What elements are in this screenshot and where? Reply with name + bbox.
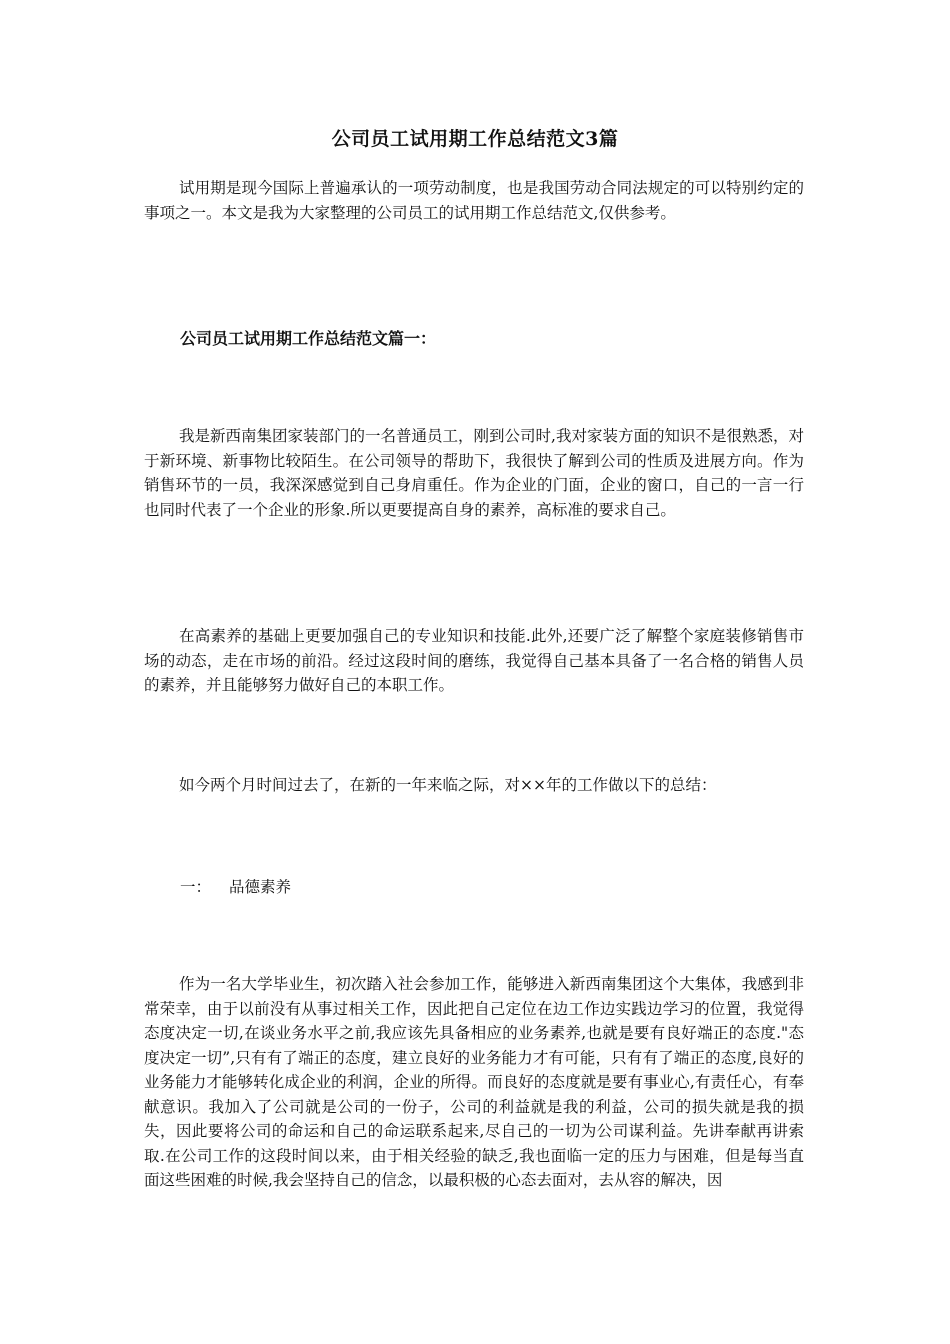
body-paragraph-4: 作为一名大学毕业生，初次踏入社会参加工作，能够进入新西南集团这个大集体，我感到非常荣幸，由于以前没有从事过相关工作，因此把自己定位在边工作边实践边学习的位置，我觉得态度决定一切,在谈业务水平之前,我应该先具备相应的业务素养,也就是要有良好端正的态度."态度决定一切”,只有有了端正的态度，建立良好的业务能力才有可能，只有有了端正的态度,良好的业务能力才能够转化成企业的利润，企业的所得。而良好的态度就是要有事业心,有责任心，有奉献意识。我加入了公司就是公司的一份子，公司的利益就是我的利益，公司的损失就是我的损失，因此要将公司的命运和自己的命运联系起来,尽自己的一切为公司谋利益。先讲奉献再讲索取.在公司工作的这段时间以来，由于相关经验的缺乏,我也面临一定的压力与困难，但是每当直面这些困难的时候,我会坚持自己的信念，以最积极的心态去面对，去从容的解决，因 <box>144 975 804 1189</box>
item-title: 品德素养 <box>229 878 292 896</box>
document-title: 公司员工试用期工作总结范文3篇 <box>331 128 619 150</box>
intro-paragraph: 试用期是现今国际上普遍承认的一项劳动制度，也是我国劳动合同法规定的可以特别约定的事项之一。本文是我为大家整理的公司员工的试用期工作总结范文,仅供参考。 <box>144 179 804 222</box>
item-heading-1 <box>180 875 291 897</box>
body-paragraph-3: 如今两个月时间过去了，在新的一年来临之际，对××年的工作做以下的总结： <box>179 776 717 794</box>
body-paragraph-2: 在高素养的基础上更要加强自己的专业知识和技能.此外,还要广泛了解整个家庭装修销售市场的动态，走在市场的前沿。经过这段时间的磨练，我觉得自己基本具备了一名合格的销售人员的素养，并且能够努力做好自己的本职工作。 <box>144 627 804 694</box>
item-number: 一： <box>180 878 212 896</box>
section-heading: 公司员工试用期工作总结范文篇一： <box>180 329 437 348</box>
body-paragraph-1: 我是新西南集团家装部门的一名普通员工，刚到公司时,我对家装方面的知识不是很熟悉，对于新环境、新事物比较陌生。在公司领导的帮助下，我很快了解到公司的性质及进展方向。作为销售环节的一员，我深深感觉到自己身肩重任。作为企业的门面，企业的窗口，自己的一言一行也同时代表了一个企业的形象.所以更要提高自身的素养，高标准的要求自己。 <box>144 427 804 519</box>
